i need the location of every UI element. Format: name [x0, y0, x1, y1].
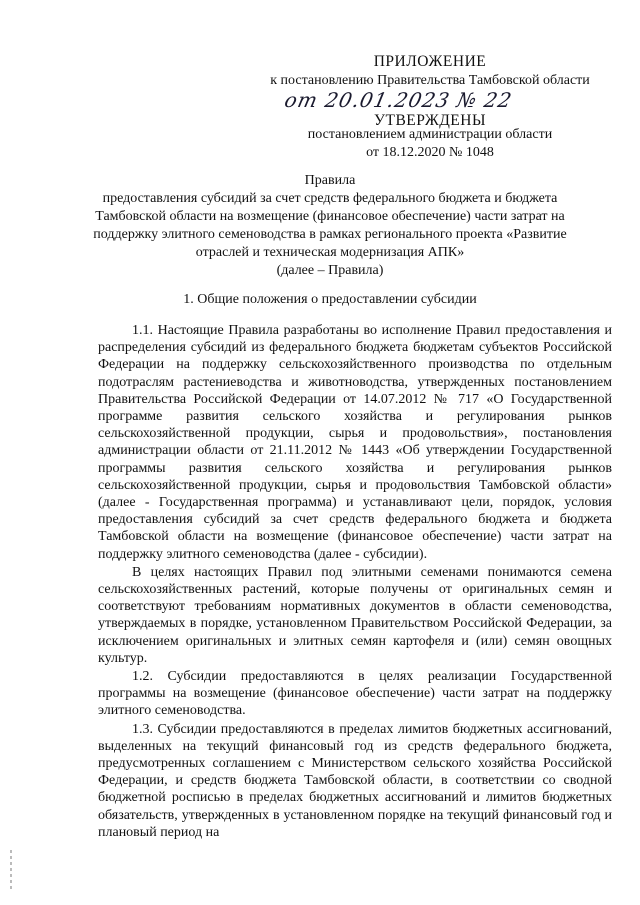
paragraph-1-1: 1.1. Настоящие Правила разработаны во исполнение Правил предоставления и распределения субсидий из федерального бюджета бюджетам субъектов Российской Федерации на поддержку сельскохозяйственного производства по отдельным подотраслям растениеводства и животноводства, утвержденных постановлением Правительства Российской Федерации от 14.07.2012 № 717 «О Государственной программе развития сельского хозяйства и регулирования рынков сельскохозяйственной продукции, сырья и продовольствия», постановления администрации области от 21.11.2012 № 1443 «Об утверждении Государственной программы развития сельского хозяйства и регулирования рынков сельскохозяйственной продукции, сырья и продовольствия Тамбовской области» (далее - Государственная программа) и устанавливают цели, порядок, условия предоставления субсидий за счет средств федерального бюджета и бюджета Тамбовской области на возмещение (финансовое обеспечение) части затрат на поддержку элитного семеноводства (далее - субсидии).	[98, 323, 612, 562]
handwritten-date-number: от 20.01.2023 № 22	[282, 88, 515, 112]
scan-artifact	[10, 850, 12, 890]
section-title: 1. Общие положения о предоставлении субсидии	[183, 292, 477, 307]
rules-heading: Правила	[304, 173, 356, 188]
appendix-title: ПРИЛОЖЕНИЕ	[373, 53, 487, 70]
approved-title: УТВЕРЖДЕНЫ	[374, 112, 486, 129]
appendix-reference: к постановлению Правительства Тамбовской области	[270, 73, 590, 88]
rules-title-line: (далее – Правила)	[276, 263, 384, 278]
approved-date-number: от 18.12.2020 № 1048	[366, 145, 494, 160]
rules-title-line: отраслей и техническая модернизация АПК»	[195, 245, 465, 260]
paragraph-1-3: 1.3. Субсидии предоставляются в пределах лимитов бюджетных ассигнований, выделенных на текущий финансовый год из средств федерального бюджета, предусмотренных соглашением с Министерством сельского хозяйства Российской Федерации, и средств бюджета Тамбовской области, в соответствии со сводной бюджетной росписью в пределах бюджетных ассигнований и лимитов бюджетных обязательств, утвержденных в установленном порядке на текущий финансовый год и плановый период на	[98, 721, 612, 840]
rules-title-line: Тамбовской области на возмещение (финансовое обеспечение) части затрат на	[95, 209, 565, 224]
rules-title-line: поддержку элитного семеноводства в рамках регионального проекта «Развитие	[93, 227, 567, 242]
rules-title-line: предоставления субсидий за счет средств федерального бюджета и бюджета	[102, 191, 558, 206]
paragraph-1-2: 1.2. Субсидии предоставляются в целях реализации Государственной программы на возмещение (финансовое обеспечение) части затрат на поддержку элитного семеноводства.	[98, 669, 612, 719]
section-body	[98, 322, 612, 842]
approved-by: постановлением администрации области	[307, 127, 553, 142]
paragraph-elite-seeds: В целях настоящих Правил под элитными семенами понимаются семена сельскохозяйственных растений, которые получены от оригинальных семян и соответствуют требованиям нормативных документов в области семеноводства, утверждаемых в порядке, установленном Правительством Российской Федерации, за исключением оригинальных и элитных семян картофеля и (или) семян овощных культур.	[98, 564, 612, 666]
rules-title-block	[60, 172, 600, 280]
